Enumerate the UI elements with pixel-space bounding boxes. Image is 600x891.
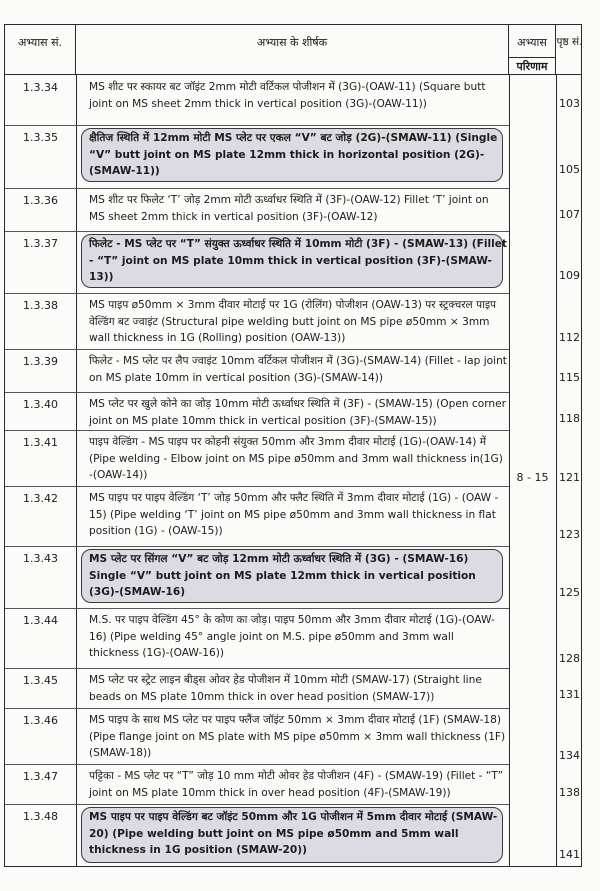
table-header [5,25,581,75]
exercise-title: MS प्लेट पर स्ट्रेट लाइन बीड्स ओवर हेड पोजीशन में 10mm मोटी (SMAW-17) (Straight line beads on MS plate 10mm thick in over head position (SMAW-17)) [89,674,482,703]
exercise-title: MS शीट पर फिलेट ‘T’ जोड़ 2mm मोटी ऊर्ध्वाधर स्थिति में (3F)-(OAW-12) Fillet ‘T’ joint on MS sheet 2mm thick in vertical position (3F)-(OAW-12) [89,194,489,223]
header-outcome-top: अभ्यास [517,36,547,49]
exercise-title: MS शीट पर स्कायर बट जॉइंट 2mm मोटी वर्टिकल पोजीशन में (3G)-(OAW-11) (Square butt joint on MS sheet 2mm thick in vertical position (3G)-(OAW-11)) [89,81,486,110]
exercise-number: 1.3.40 [23,398,58,411]
exercise-title: MS प्लेट पर सिंगल “V” बट जोड़ 12mm मोटी ऊर्ध्वाधर स्थिति में (3G) - (SMAW-16) Single “V” butt joint on MS plate 12mm thick in vertical position (3G)-(SMAW-16) [89,553,476,598]
exercise-title: फिलेट - MS प्लेट पर “T” संयुक्त ऊर्ध्वाधर स्थिति में 10mm मोटी (3F) - (SMAW-13) (Fillet - “T” joint on MS plate 10mm thick in vertical position (3F)-(SMAW-13)) [89,238,507,283]
exercise-number: 1.3.37 [23,237,58,250]
page-number: 123 [559,528,580,541]
header-number: अभ्यास सं. [5,25,76,74]
page-number: 109 [559,269,580,282]
exercise-title: क्षैतिज स्थिति में 12mm मोटी MS प्लेट पर एकल “V” बट जोड़ (2G)-(SMAW-11) (Single “V” butt joint on MS plate 12mm thick in horizontal position (2G)-(SMAW-11)) [89,132,498,177]
page-number: 121 [559,471,580,484]
exercise-number: 1.3.34 [23,81,58,94]
table-row [5,293,583,349]
page-number: 118 [559,412,580,425]
header-outcome-bottom: परिणाम [509,57,555,75]
exercise-number: 1.3.47 [23,770,58,783]
exercise-number: 1.3.48 [23,810,58,823]
table-row [5,188,583,231]
exercise-title: MS पाइप के साथ MS प्लेट पर पाइप फ्लैंज जॉइंट 50mm × 3mm दीवार मोटाई (1F) (SMAW-18) (Pipe flange joint on MS plate with MS pipe ø50mm × 3mm wall thickness (1F) (SMAW-18)) [89,714,506,759]
exercise-number: 1.3.44 [23,614,58,627]
page-number: 105 [559,163,580,176]
exercise-title: पट्टिका - MS प्लेट पर “T” जोड़ 10 mm मोटी ओवर हेड पोजीशन (4F) - (SMAW-19) (Fillet - “T” joint on MS plate 10mm thick in over head position (4F)-(SMAW-19)) [89,770,504,799]
exercise-number: 1.3.42 [23,492,58,505]
exercise-number: 1.3.41 [23,436,58,449]
header-page: पृष्ठ सं. [556,36,583,48]
exercise-title: फिलेट - MS प्लेट पर लैप ज्वाइंट 10mm वर्टिकल पोजीशन में (3G)-(SMAW-14) (Fillet - lap joint on MS plate 10mm in vertical position (3G)-(SMAW-14)) [89,355,507,384]
page-number: 115 [559,371,580,384]
page-number: 103 [559,97,580,110]
page-number: 141 [559,848,580,861]
header-outcome [509,25,556,74]
table-row [5,430,583,486]
page-number: 134 [559,749,580,762]
table-row [5,546,583,608]
table-row [5,125,583,188]
exercise-number: 1.3.39 [23,355,58,368]
exercise-number: 1.3.35 [23,131,58,144]
page-number: 128 [559,652,580,665]
table-row [5,75,583,125]
table-row [5,349,583,392]
exercise-title: M.S. पर पाइप वेल्डिंग 45° के कोण का जोड़। पाइप 50mm और 3mm दीवार मोटाई (1G)-(OAW-16) (Pipe welding 45° angle joint on M.S. pipe ø50mm and 3mm wall thickness (1G)-(OAW-16)) [89,614,495,659]
exercise-title: MS पाइप पर पाइप वेल्डिंग ‘T’ जोड़ 50mm और फ्लैट स्थिति में 3mm दीवार मोटाई (1G) - (OAW - 15) (Pipe welding ‘T’ joint on MS pipe ø50mm and 3mm wall thickness in flat position (1G) - (OAW-15)) [89,492,499,537]
exercise-number: 1.3.45 [23,674,58,687]
table-body [5,75,581,866]
table-row [5,804,583,866]
exercise-number: 1.3.36 [23,194,58,207]
page-number: 107 [559,208,580,221]
outcome-range: 8 - 15 [516,471,549,484]
page-number: 131 [559,688,580,701]
table-row [5,486,583,546]
page-number: 112 [559,331,580,344]
exercise-number: 1.3.43 [23,552,58,565]
header-title: अभ्यास के शीर्षक [76,25,509,74]
exercise-title: MS पाइप ø50mm × 3mm दीवार मोटाई पर 1G (रोलिंग) पोजीशन (OAW-13) पर स्ट्रक्चरल पाइप वेल्डिंग बट ज्वाइंट (Structural pipe welding butt joint on MS pipe ø50mm × 3mm wall thickness in 1G (Rolling) position (OAW-13)) [89,299,497,344]
table-row [5,608,583,668]
table-row [5,668,583,708]
table-row [5,764,583,804]
contents-table [4,24,582,867]
exercise-number: 1.3.46 [23,714,58,727]
exercise-number: 1.3.38 [23,299,58,312]
exercise-title: पाइप वेल्डिंग - MS पाइप पर कोहनी संयुक्त 50mm और 3mm दीवार मोटाई (1G)-(OAW-14) में (Pipe welding - Elbow joint on MS pipe ø50mm and 3mm wall thickness in(1G) -(OAW-14)) [89,436,503,481]
table-row [5,708,583,764]
table-row [5,231,583,293]
exercise-title: MS पाइप पर पाइप वेल्डिंग बट जॉइंट 50mm और 1G पोजीशन में 5mm दीवार मोटाई (SMAW-20) (Pipe welding butt joint on MS pipe ø50mm and 5mm wall thickness in 1G position (SMAW-20)) [89,811,498,856]
page-number: 138 [559,786,580,799]
page-number: 125 [559,586,580,599]
exercise-title: MS प्लेट पर खुले कोने का जोड़ 10mm मोटी ऊर्ध्वाधर स्थिति में (3F) - (SMAW-15) (Open corner joint on MS plate 10mm thick in vertical position (3F)-(SMAW-15)) [89,398,506,427]
table-row [5,392,583,430]
